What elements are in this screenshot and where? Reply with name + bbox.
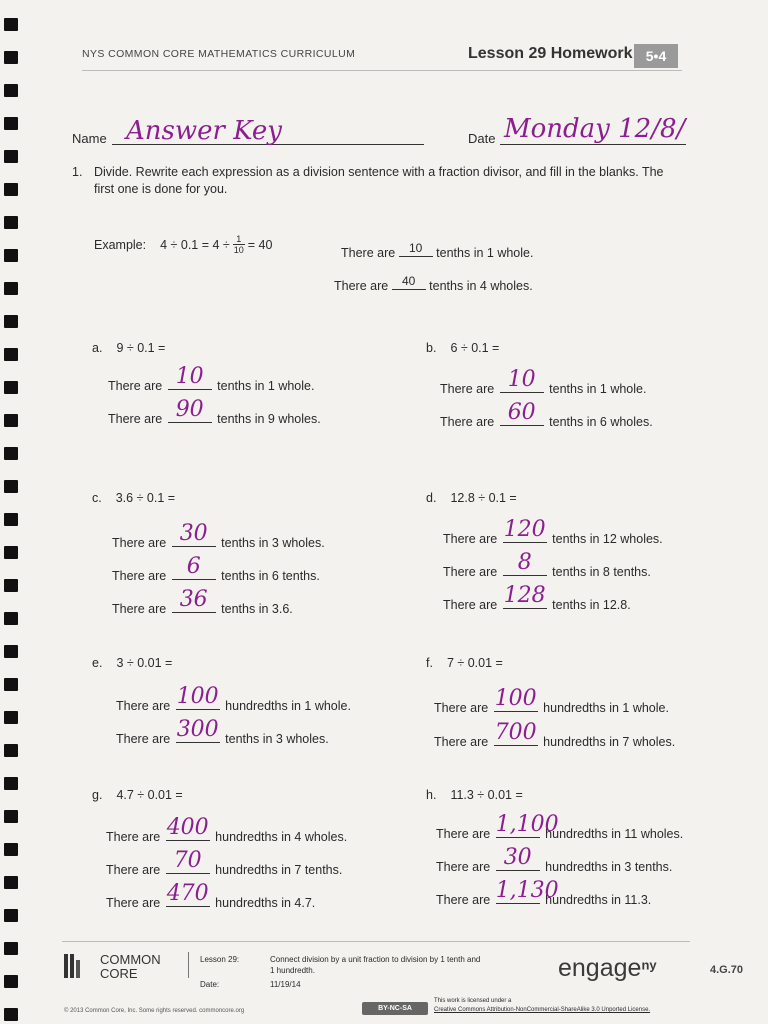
example-expr-right: = 40	[247, 237, 273, 252]
handwritten-answer: 36	[179, 587, 208, 612]
line-suffix: hundredths in 11 wholes.	[545, 827, 684, 841]
answer-blank[interactable]	[494, 686, 538, 712]
example-line-2: There are 40 tenths in 4 wholes.	[334, 274, 533, 293]
cc-license-badge: BY-NC-SA	[362, 1002, 428, 1015]
handwritten-answer: 10	[507, 367, 536, 392]
handwritten-answer: 30	[179, 521, 208, 546]
problem-label: a.	[92, 341, 103, 355]
line-prefix: There are	[108, 379, 163, 393]
problem-label: c.	[92, 491, 102, 505]
answer-blank[interactable]	[176, 717, 220, 743]
copyright: © 2013 Common Core, Inc. Some rights reserved. commoncore.org	[64, 1008, 245, 1014]
line-prefix: There are	[434, 701, 489, 715]
handwritten-answer: 90	[175, 397, 204, 422]
problem-expression: 3 ÷ 0.01 =	[116, 656, 173, 670]
handwritten-answer: 400	[166, 815, 209, 840]
line-suffix: tenths in 1 whole.	[217, 379, 315, 393]
spiral-ring	[4, 942, 18, 955]
name-label: Name	[72, 131, 107, 146]
spiral-ring	[4, 975, 18, 988]
date-field	[500, 114, 686, 145]
footer-lesson-desc-1: Connect division by a unit fraction to division by 1 tenth and	[270, 955, 481, 964]
problem-label: e.	[92, 656, 103, 670]
spiral-ring	[4, 282, 18, 295]
answer-blank[interactable]	[500, 367, 544, 393]
handwritten-answer: 6	[186, 554, 201, 579]
line-suffix: tenths in 12.8.	[552, 598, 631, 612]
answer-line	[436, 878, 652, 907]
spiral-ring	[4, 84, 18, 97]
problem-label: h.	[426, 788, 437, 802]
spiral-ring	[4, 513, 18, 526]
answer-blank[interactable]	[168, 397, 212, 423]
line-suffix: tenths in 6 wholes.	[549, 415, 653, 429]
answer-blank[interactable]	[172, 587, 216, 613]
logo-line-1: COMMON	[100, 952, 161, 967]
answer-blank[interactable]	[494, 720, 538, 746]
page-code: 4.G.70	[710, 964, 744, 976]
problem-label: b.	[426, 341, 437, 355]
problem-f	[426, 656, 503, 670]
handwritten-answer: 120	[503, 517, 546, 542]
date-value: Monday 12/8/	[504, 114, 686, 144]
line-prefix: There are	[443, 598, 498, 612]
answer-blank[interactable]	[166, 815, 210, 841]
spiral-ring	[4, 381, 18, 394]
answer-line	[106, 848, 343, 877]
logo-line-2: CORE	[100, 966, 138, 981]
line-prefix: There are	[440, 382, 495, 396]
line-suffix: tenths in 8 tenths.	[552, 565, 651, 579]
spiral-ring	[4, 777, 18, 790]
answer-blank[interactable]	[172, 521, 216, 547]
spiral-ring	[4, 447, 18, 460]
engage-text: engage	[558, 954, 642, 982]
example-value-1: 10	[409, 241, 423, 255]
line-suffix: hundredths in 4 wholes.	[215, 830, 348, 844]
handwritten-answer: 128	[503, 583, 546, 608]
answer-line	[116, 717, 329, 746]
date-label: Date	[468, 131, 496, 146]
answer-blank[interactable]	[176, 684, 220, 710]
spiral-ring	[4, 249, 18, 262]
answer-blank[interactable]	[168, 364, 212, 390]
common-core-logo	[64, 952, 184, 982]
line-prefix: There are	[106, 863, 161, 877]
example-value-2: 40	[402, 274, 416, 288]
footer-lesson-label: Lesson 29:	[200, 955, 240, 964]
problem-expression: 6 ÷ 0.1 =	[450, 341, 500, 355]
problem-expression: 11.3 ÷ 0.01 =	[450, 788, 523, 802]
spiral-ring	[4, 183, 18, 196]
answer-line	[108, 364, 315, 393]
line-prefix: There are	[443, 532, 498, 546]
line-suffix: hundredths in 11.3.	[545, 893, 652, 907]
line-suffix: hundredths in 1 whole.	[543, 701, 669, 715]
example-expression	[94, 234, 272, 255]
answer-line	[108, 397, 321, 426]
answer-blank[interactable]	[495, 878, 559, 904]
spiral-ring	[4, 711, 18, 724]
spiral-binding	[0, 0, 22, 1024]
problem-label: g.	[92, 788, 103, 802]
spiral-ring	[4, 579, 18, 592]
line-prefix: There are	[112, 569, 167, 583]
line-suffix: tenths in 6 tenths.	[221, 569, 320, 583]
answer-blank[interactable]	[500, 400, 544, 426]
handwritten-answer: 10	[175, 364, 204, 389]
line-prefix: There are	[106, 830, 161, 844]
instructions-line-1: Divide. Rewrite each expression as a division sentence with a fraction divisor, and fill in the blanks. The	[94, 165, 664, 179]
line-suffix: tenths in 1 whole.	[549, 382, 647, 396]
line-suffix: tenths in 3.6.	[221, 602, 293, 616]
answer-blank[interactable]	[503, 517, 547, 543]
answer-line	[112, 587, 293, 616]
handwritten-answer: 700	[494, 720, 537, 745]
answer-blank[interactable]	[496, 845, 540, 871]
line-prefix: There are	[436, 860, 491, 874]
line-prefix: There are	[116, 732, 171, 746]
answer-line	[106, 815, 348, 844]
line-prefix: There are	[434, 735, 489, 749]
line-suffix: hundredths in 1 whole.	[225, 699, 351, 713]
engageny-logo	[558, 954, 657, 983]
problem-e	[92, 656, 172, 670]
line-suffix: hundredths in 7 wholes.	[543, 735, 676, 749]
line-prefix: There are	[112, 536, 167, 550]
spiral-ring	[4, 612, 18, 625]
spiral-ring	[4, 414, 18, 427]
logo-mark-icon	[64, 954, 68, 978]
line-prefix: There are	[436, 827, 491, 841]
answer-line	[434, 720, 676, 749]
problem-d	[426, 491, 517, 505]
problem-expression: 7 ÷ 0.01 =	[446, 656, 503, 670]
line-prefix: There are	[116, 699, 171, 713]
answer-line	[440, 400, 653, 429]
line-prefix: There are	[440, 415, 495, 429]
line-suffix: tenths in 3 wholes.	[225, 732, 329, 746]
handwritten-answer: 60	[507, 400, 536, 425]
answer-blank[interactable]	[503, 583, 547, 609]
line-suffix: hundredths in 3 tenths.	[545, 860, 673, 874]
answer-line	[436, 812, 684, 841]
problem-g	[92, 788, 183, 802]
spiral-ring	[4, 645, 18, 658]
handwritten-answer: 70	[173, 848, 202, 873]
spiral-ring	[4, 909, 18, 922]
question-number: 1.	[72, 165, 83, 179]
name-field	[112, 116, 424, 146]
spiral-ring	[4, 1008, 18, 1021]
spiral-ring	[4, 18, 18, 31]
answer-line	[112, 521, 325, 550]
problem-h	[426, 788, 523, 802]
line-suffix: tenths in 3 wholes.	[221, 536, 325, 550]
handwritten-answer: 1,130	[495, 878, 559, 903]
example-fraction	[233, 234, 245, 255]
problem-label: f.	[426, 656, 433, 670]
line-suffix: tenths in 9 wholes.	[217, 412, 321, 426]
handwritten-answer: 100	[176, 684, 219, 709]
handwritten-answer: 30	[503, 845, 532, 870]
spiral-ring	[4, 150, 18, 163]
engage-sup: ny	[641, 957, 657, 973]
spiral-ring	[4, 546, 18, 559]
line-suffix: hundredths in 7 tenths.	[215, 863, 343, 877]
spiral-ring	[4, 348, 18, 361]
answer-line	[436, 845, 673, 874]
answer-line	[443, 517, 663, 546]
spiral-ring	[4, 51, 18, 64]
header-rule	[82, 70, 682, 71]
line-prefix: There are	[108, 412, 163, 426]
footer-date-label: Date:	[200, 980, 220, 989]
answer-blank[interactable]	[172, 554, 216, 580]
handwritten-answer: 100	[494, 686, 537, 711]
line-prefix: There are	[112, 602, 167, 616]
license-line-1: This work is licensed under a	[434, 998, 512, 1004]
footer-rule	[62, 941, 690, 942]
curriculum-title: NYS COMMON CORE MATHEMATICS CURRICULUM	[82, 48, 356, 60]
answer-line	[440, 367, 647, 396]
problem-expression: 4.7 ÷ 0.01 =	[116, 788, 183, 802]
fraction-denominator: 10	[233, 245, 244, 255]
footer-date-value: 11/19/14	[270, 980, 301, 989]
spiral-ring	[4, 117, 18, 130]
name-value: Answer Key	[126, 116, 282, 146]
spiral-ring	[4, 810, 18, 823]
answer-blank[interactable]	[503, 550, 547, 576]
answer-blank[interactable]	[166, 881, 210, 907]
handwritten-answer: 1,100	[495, 812, 559, 837]
answer-line	[443, 550, 651, 579]
answer-line	[443, 583, 631, 612]
handwritten-answer: 8	[517, 550, 532, 575]
spiral-ring	[4, 315, 18, 328]
answer-blank[interactable]	[166, 848, 210, 874]
spiral-ring	[4, 216, 18, 229]
footer-lesson-desc-2: 1 hundredth.	[270, 966, 315, 975]
answer-line	[106, 881, 316, 910]
line-suffix: tenths in 12 wholes.	[552, 532, 663, 546]
line-prefix: There are	[443, 565, 498, 579]
answer-line	[116, 684, 351, 713]
line-suffix: hundredths in 4.7.	[215, 896, 316, 910]
spiral-ring	[4, 480, 18, 493]
spiral-ring	[4, 744, 18, 757]
lesson-title: Lesson 29 Homework	[468, 45, 633, 62]
license-line-2: Creative Commons Attribution-NonCommercial-ShareAlike 3.0 Unported License.	[434, 1007, 651, 1013]
instructions-line-2: first one is done for you.	[94, 182, 228, 196]
problem-label: d.	[426, 491, 437, 505]
handwritten-answer: 470	[166, 881, 209, 906]
line-prefix: There are	[436, 893, 491, 907]
module-badge: 5•4	[634, 44, 678, 68]
footer-divider	[188, 952, 189, 978]
handwritten-answer: 300	[176, 717, 219, 742]
problem-expression: 3.6 ÷ 0.1 =	[115, 491, 176, 505]
problem-expression: 12.8 ÷ 0.1 =	[450, 491, 517, 505]
spiral-ring	[4, 843, 18, 856]
answer-line	[434, 686, 669, 715]
spiral-ring	[4, 678, 18, 691]
problem-c	[92, 491, 175, 505]
fraction-numerator: 1	[236, 234, 242, 244]
example-line-1: There are 10 tenths in 1 whole.	[341, 241, 534, 260]
example-label: Example:	[94, 237, 147, 252]
example-expr-left: 4 ÷ 0.1 = 4 ÷	[160, 237, 230, 252]
spiral-ring	[4, 876, 18, 889]
answer-line	[112, 554, 320, 583]
problem-a	[92, 341, 165, 355]
problem-b	[426, 341, 499, 355]
answer-blank[interactable]	[495, 812, 559, 838]
header-bar	[82, 44, 682, 70]
line-prefix: There are	[106, 896, 161, 910]
problem-expression: 9 ÷ 0.1 =	[116, 341, 166, 355]
